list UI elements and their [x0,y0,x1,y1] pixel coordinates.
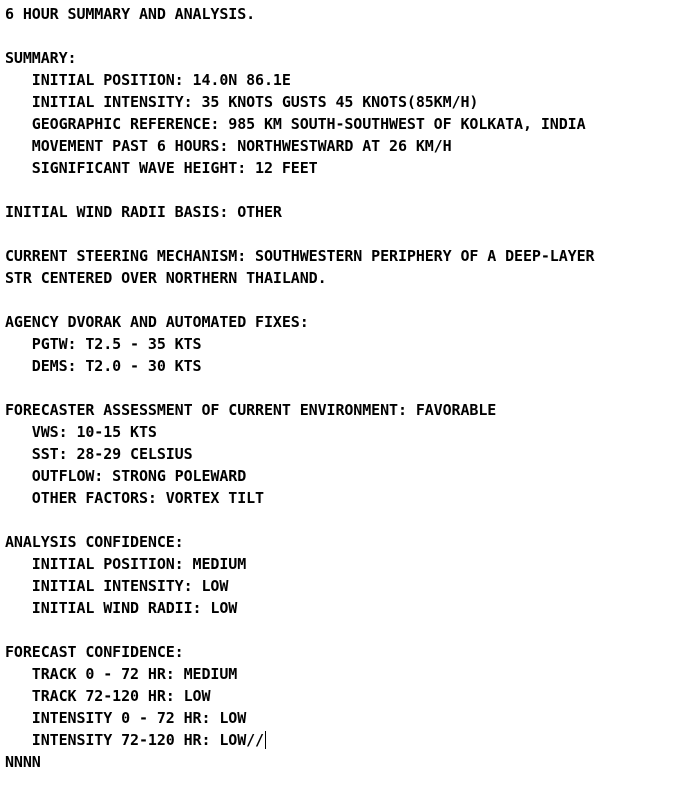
blank-line [5,223,675,245]
track-72-120-line: TRACK 72-120 HR: LOW [5,687,211,705]
forecast-confidence-heading: FORECAST CONFIDENCE: [5,643,184,661]
intensity-72-120-line: INTENSITY 72-120 HR: LOW// [5,731,264,749]
environment-heading: FORECASTER ASSESSMENT OF CURRENT ENVIRONMENT: FAVORABLE [5,401,497,419]
sst-line: SST: 28-29 CELSIUS [5,445,193,463]
other-factors-line: OTHER FACTORS: VORTEX TILT [5,489,264,507]
initial-position-line: INITIAL POSITION: 14.0N 86.1E [5,71,291,89]
movement-line: MOVEMENT PAST 6 HOURS: NORTHWESTWARD AT 26 KM/H [5,137,452,155]
analysis-position-line: INITIAL POSITION: MEDIUM [5,555,247,573]
text-cursor [265,731,266,749]
outflow-line: OUTFLOW: STRONG POLEWARD [5,467,247,485]
dems-fix-line: DEMS: T2.0 - 30 KTS [5,357,202,375]
end-marker: NNNN [5,753,41,771]
fixes-heading: AGENCY DVORAK AND AUTOMATED FIXES: [5,313,309,331]
blank-line [5,25,675,47]
steering-line-2: STR CENTERED OVER NORTHERN THAILAND. [5,269,327,287]
document-title: 6 HOUR SUMMARY AND ANALYSIS. [5,5,256,23]
blank-line [5,619,675,641]
analysis-wind-radii-line: INITIAL WIND RADII: LOW [5,599,238,617]
blank-line [5,179,675,201]
geographic-reference-line: GEOGRAPHIC REFERENCE: 985 KM SOUTH-SOUTHWEST OF KOLKATA, INDIA [5,115,586,133]
analysis-confidence-heading: ANALYSIS CONFIDENCE: [5,533,184,551]
blank-line [5,509,675,531]
summary-heading: SUMMARY: [5,49,77,67]
steering-line-1: CURRENT STEERING MECHANISM: SOUTHWESTERN PERIPHERY OF A DEEP-LAYER [5,247,595,265]
wave-height-line: SIGNIFICANT WAVE HEIGHT: 12 FEET [5,159,318,177]
blank-line [5,289,675,311]
track-0-72-line: TRACK 0 - 72 HR: MEDIUM [5,665,238,683]
text-editor-body[interactable] [5,3,675,773]
intensity-0-72-line: INTENSITY 0 - 72 HR: LOW [5,709,247,727]
analysis-intensity-line: INITIAL INTENSITY: LOW [5,577,229,595]
vws-line: VWS: 10-15 KTS [5,423,157,441]
initial-intensity-line: INITIAL INTENSITY: 35 KNOTS GUSTS 45 KNOTS(85KM/H) [5,93,479,111]
wind-radii-basis-line: INITIAL WIND RADII BASIS: OTHER [5,203,282,221]
intensity-72-120-row [5,729,675,751]
blank-line [5,377,675,399]
pgtw-fix-line: PGTW: T2.5 - 35 KTS [5,335,202,353]
